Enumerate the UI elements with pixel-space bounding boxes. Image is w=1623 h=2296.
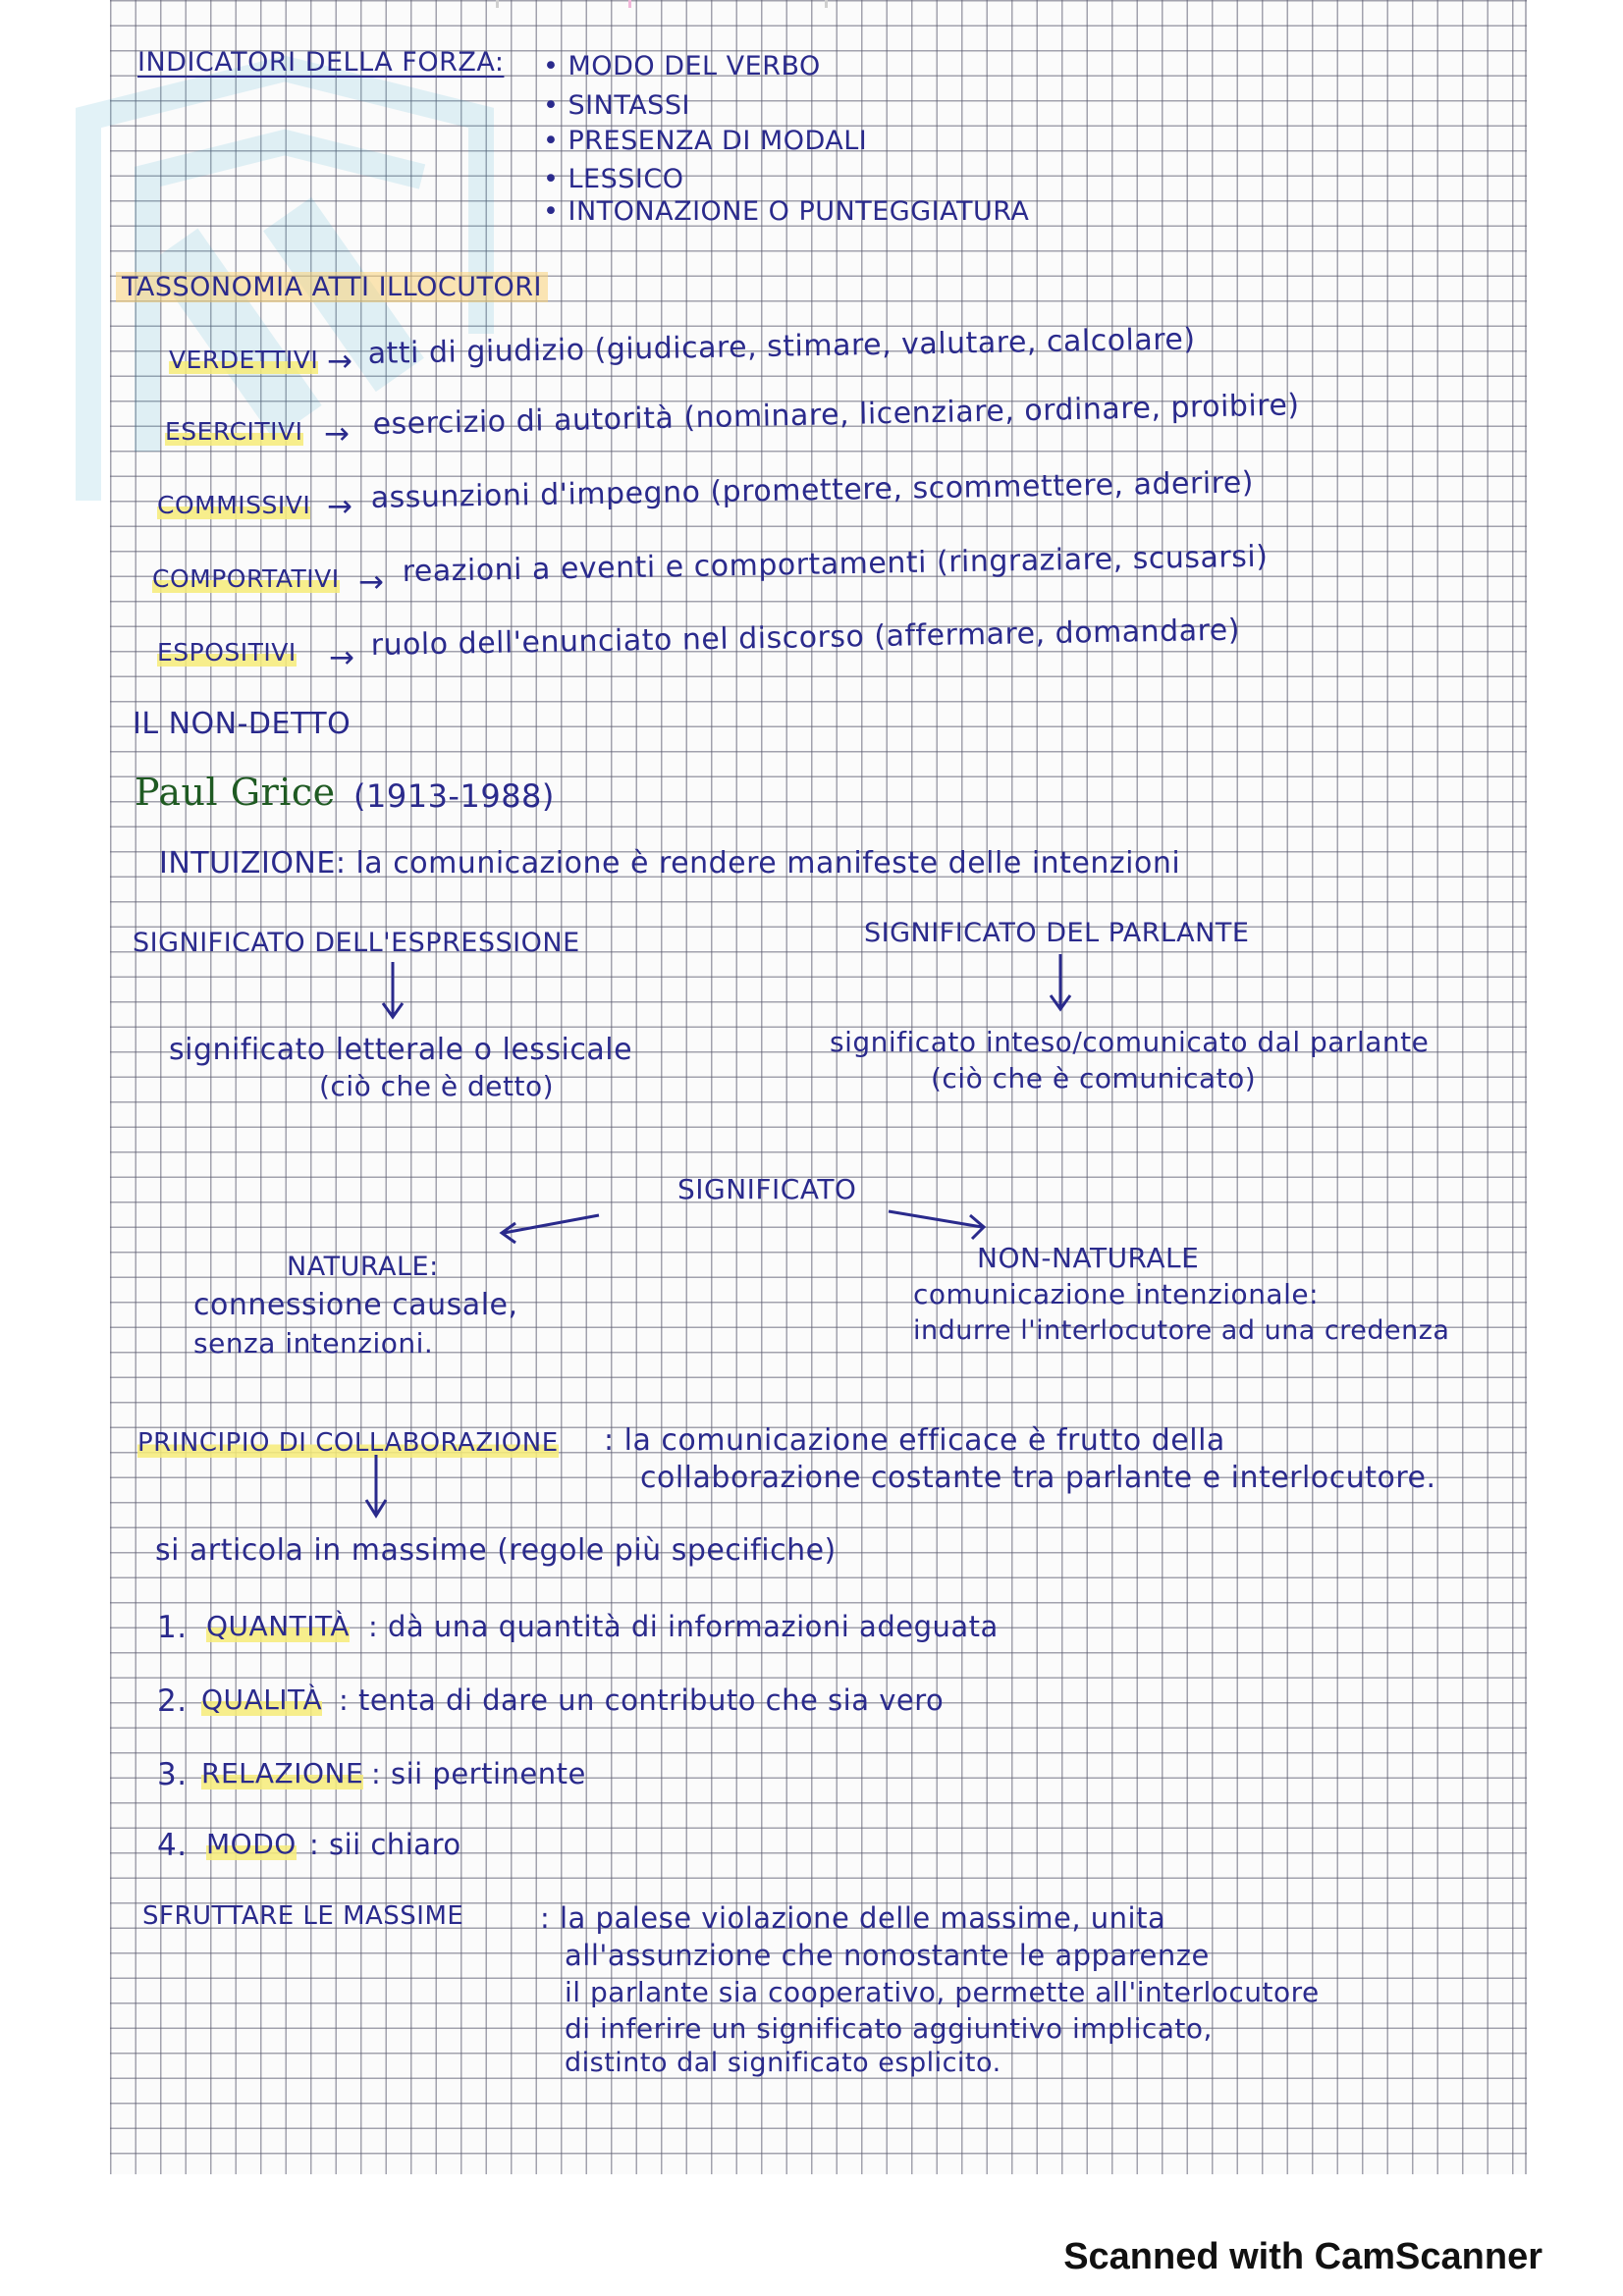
nonnatural-line: comunicazione intenzionale: [913,1278,1320,1310]
natural-title: NATURALE: [287,1252,439,1282]
indicators-item-text: MODO DEL VERBO [568,51,821,81]
maxim-text: : sii pertinente [371,1757,586,1790]
exploit-line: : la palese violazione delle massime, unita [540,1901,1166,1935]
indicators-item-text: PRESENZA DI MODALI [568,126,868,156]
principle-line: collaborazione costante tra parlante e interlocutore. [640,1461,1436,1495]
exploit-line: di inferire un significato aggiuntivo implicato, [565,2012,1213,2045]
arrow-glyph: → [327,344,353,379]
indicators-item-text: INTONAZIONE O PUNTEGGIATURA [568,196,1030,227]
principle-title: PRINCIPIO DI COLLABORAZIONE [137,1428,559,1458]
maxim-text: : dà una quantità di informazioni adeguata [368,1610,999,1643]
taxonomy-definition: atti di giudizio (giudicare, stimare, valutare, calcolare) [367,322,1196,371]
maxim-name: QUALITÀ [201,1683,323,1716]
top-tick [628,0,631,8]
meaning-left-line: significato letterale o lessicale [169,1033,633,1067]
taxonomy-term: VERDETTIVI [169,346,319,374]
taxonomy-definition: assunzioni d'impegno (promettere, scommettere, aderire) [370,465,1255,515]
left-diagonal-arrow [496,1209,604,1249]
indicators-item-text: SINTASSI [568,90,690,121]
maxim-number: 2. [157,1683,188,1719]
arrow-glyph: → [327,489,353,524]
indicators-item: • INTONAZIONE O PUNTEGGIATURA [543,196,1030,227]
nonnatural-title: NON-NATURALE [977,1242,1200,1274]
indicators-item: • PRESENZA DI MODALI [543,126,868,156]
author-name: Paul Grice [135,771,336,814]
down-arrow [1046,952,1075,1013]
maxim-name: RELAZIONE [201,1757,364,1789]
taxonomy-term: COMPORTATIVI [152,564,340,593]
taxonomy-term: COMMISSIVI [157,491,311,519]
exploit-line: il parlante sia cooperativo, permette all'interlocutore [565,1976,1320,2008]
meaning-left-header: SIGNIFICATO DELL'ESPRESSIONE [133,928,580,958]
maxim-text: : tenta di dare un contributo che sia vero [339,1683,945,1717]
maxim-number: 1. [157,1610,188,1645]
indicators-item: • SINTASSI [543,90,690,121]
meaning-center-label: SIGNIFICATO [677,1173,857,1205]
exploit-title: SFRUTTARE LE MASSIME [142,1901,464,1931]
maxim-number: 4. [157,1828,188,1863]
maxim-number: 3. [157,1757,188,1792]
indicators-item: • MODO DEL VERBO [543,51,821,81]
down-arrow [378,960,407,1021]
arrow-glyph: → [324,416,351,452]
taxonomy-definition: esercizio di autorità (nominare, licenziare, ordinare, proibire) [372,388,1300,442]
meaning-right-header: SIGNIFICATO DEL PARLANTE [864,918,1250,948]
maxim-name: MODO [206,1828,297,1860]
meaning-right-line: significato inteso/comunicato dal parlante [830,1026,1430,1058]
taxonomy-title: TASSONOMIA ATTI ILLOCUTORI [116,272,548,302]
scanner-footer-label: Scanned with CamScanner [1063,2236,1542,2277]
exploit-line: distinto dal significato esplicito. [565,2048,1001,2078]
exploit-line: all'assunzione che nonostante le apparenze [565,1939,1210,1972]
articulation-text: si articola in massime (regole più specifiche) [155,1533,837,1568]
indicators-item-text: LESSICO [568,164,684,194]
author-years: (1913-1988) [353,777,555,815]
taxonomy-definition: reazioni a eventi e comportamenti (ringraziare, scusarsi) [402,539,1269,589]
intuition-text: INTUIZIONE: la comunicazione è rendere manifeste delle intenzioni [159,846,1181,881]
taxonomy-term: ESERCITIVI [165,417,303,446]
taxonomy-term: ESPOSITIVI [157,638,297,667]
indicators-title: INDICATORI DELLA FORZA: [137,47,505,78]
right-diagonal-arrow [884,1205,992,1245]
down-arrow [361,1453,391,1522]
taxonomy-definition: ruolo dell'enunciato nel discorso (affermare, domandare) [370,613,1241,663]
meaning-right-line: (ciò che è comunicato) [931,1062,1257,1095]
nonnatural-line: indurre l'interlocutore ad una credenza [913,1315,1450,1346]
top-tick [825,0,828,8]
top-tick [496,0,499,8]
principle-line: : la comunicazione efficace è frutto della [604,1423,1225,1458]
natural-line: connessione causale, [193,1288,518,1322]
maxim-text: : sii chiaro [309,1828,461,1861]
arrow-glyph: → [358,564,385,600]
indicators-item: • LESSICO [543,164,684,194]
non-detto-title: IL NON-DETTO [133,707,352,741]
maxim-name: QUANTITÀ [206,1610,351,1642]
arrow-glyph: → [329,640,355,675]
meaning-left-line: (ciò che è detto) [319,1070,555,1102]
natural-line: senza intenzioni. [193,1327,434,1360]
